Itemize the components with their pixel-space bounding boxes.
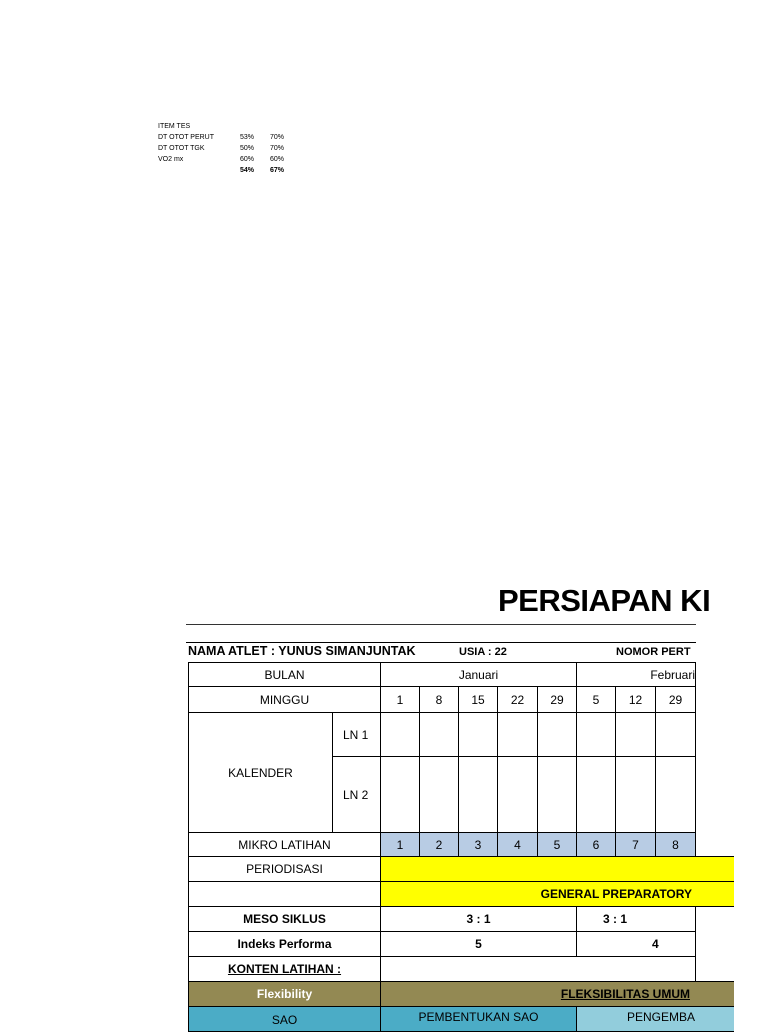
- indeks-value: 4: [576, 931, 696, 957]
- mikro-cell: 2: [419, 832, 459, 857]
- ln1-cell: [380, 712, 420, 757]
- mikro-label: MIKRO LATIHAN: [188, 832, 381, 857]
- summary-total-row: 54% 67%: [240, 167, 285, 174]
- meso-label: MESO SIKLUS: [188, 906, 381, 932]
- mikro-cell: 6: [576, 832, 616, 857]
- ln2-cell: [419, 756, 459, 833]
- athlete-name: NAMA ATLET : YUNUS SIMANJUNTAK: [188, 644, 416, 658]
- ln2-cell: [537, 756, 577, 833]
- blank-label-cell: [188, 881, 381, 907]
- title-divider: [186, 624, 696, 625]
- konten-label: KONTEN LATIHAN :: [188, 956, 381, 982]
- periodisasi-bar: [380, 856, 734, 882]
- ln1-label: LN 1: [332, 712, 381, 757]
- mikro-cell: 5: [537, 832, 577, 857]
- ln1-cell: [655, 712, 696, 757]
- ln1-cell: [537, 712, 577, 757]
- week-cell: 22: [497, 686, 538, 713]
- ln1-cell: [615, 712, 656, 757]
- periodisasi-label: PERIODISASI: [188, 856, 381, 882]
- ln2-cell: [615, 756, 656, 833]
- athlete-number-label: NOMOR PERT: [616, 646, 691, 658]
- ln1-cell: [458, 712, 498, 757]
- ln2-cell: [576, 756, 616, 833]
- bulan-label: BULAN: [188, 662, 381, 687]
- ln2-cell: [655, 756, 696, 833]
- ln2-cell: [458, 756, 498, 833]
- week-cell: 1: [380, 686, 420, 713]
- mikro-cell: 7: [615, 832, 656, 857]
- week-cell: 29: [537, 686, 577, 713]
- summary-row: DT OTOT PERUT 53% 70%: [158, 134, 285, 141]
- week-cell: 12: [615, 686, 656, 713]
- ln2-cell: [380, 756, 420, 833]
- week-cell: 5: [576, 686, 616, 713]
- summary-row: DT OTOT TGK 50% 70%: [158, 145, 285, 152]
- mikro-cell: 3: [458, 832, 498, 857]
- sao-phase-2: PENGEMBA: [576, 1006, 734, 1032]
- ln1-cell: [497, 712, 538, 757]
- sao-label: SAO: [188, 1006, 381, 1032]
- ln2-label: LN 2: [332, 756, 381, 833]
- sao-phase-1: PEMBENTUKAN SAO: [380, 1006, 577, 1032]
- flexibility-value: FLEKSIBILITAS UMUM: [380, 981, 734, 1007]
- athlete-header: [186, 642, 696, 662]
- kalender-label: KALENDER: [188, 712, 333, 833]
- indeks-label: Indeks Performa: [188, 931, 381, 957]
- month-januari: Januari: [380, 662, 577, 687]
- ln1-cell: [576, 712, 616, 757]
- week-cell: 15: [458, 686, 498, 713]
- summary-row: VO2 mx 60% 60%: [158, 156, 285, 163]
- mikro-cell: 1: [380, 832, 420, 857]
- athlete-age: USIA : 22: [459, 646, 507, 658]
- general-preparatory-phase: GENERAL PREPARATORY: [380, 881, 734, 907]
- ln2-cell: [497, 756, 538, 833]
- mikro-cell: 8: [655, 832, 696, 857]
- mikro-cell: 4: [497, 832, 538, 857]
- ln1-cell: [419, 712, 459, 757]
- page-title: PERSIAPAN KI: [498, 583, 711, 618]
- konten-blank: [380, 956, 696, 982]
- summary-header: ITEM TES: [158, 123, 191, 130]
- month-februari: Februari: [576, 662, 696, 687]
- meso-value: 3 : 1: [380, 906, 577, 932]
- week-cell: 29: [655, 686, 696, 713]
- week-cell: 8: [419, 686, 459, 713]
- summary-table: [158, 121, 300, 176]
- meso-value: 3 : 1: [576, 906, 696, 932]
- flexibility-label: Flexibility: [188, 981, 381, 1007]
- minggu-label: MINGGU: [188, 686, 381, 713]
- indeks-value: 5: [380, 931, 577, 957]
